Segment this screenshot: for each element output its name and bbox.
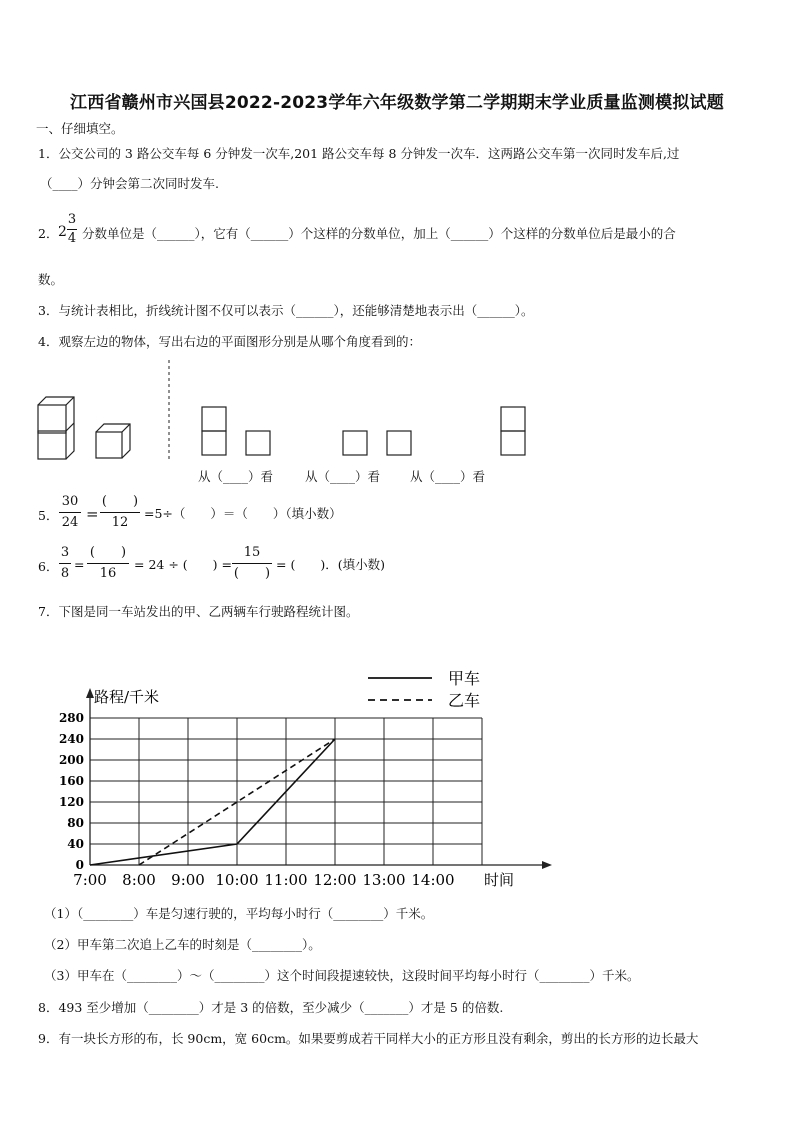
q6-frac3-denominator: ( ) <box>233 566 271 581</box>
q6-frac1-bar <box>59 563 71 564</box>
q5-frac2-numerator: ( ) <box>101 494 139 509</box>
q4-view-label-3: 从（____）看 <box>410 469 486 484</box>
q2-number: 2． <box>38 226 59 241</box>
q5-frac2-bar <box>100 512 140 513</box>
x-tick-label: 9:00 <box>171 871 205 889</box>
q9-text: 9．有一块长方形的布，长 90cm，宽 60cm。如果要剪成若干同样大小的正方形且没有剩余，剪出的长方形的边长最大 <box>38 1031 699 1046</box>
x-tick-label: 14:00 <box>411 871 455 889</box>
q1-line2: （____）分钟会第二次同时发车. <box>40 176 219 191</box>
q1-line1: 1．公交公司的 3 路公交车每 6 分钟发一次车,201 路公交车每 8 分钟发一次车．这两路公交车第一次同时发车后,过 <box>38 146 680 161</box>
view-1-shapes <box>202 407 270 455</box>
q5-equals: = <box>86 505 99 523</box>
y-tick-label: 120 <box>58 795 84 809</box>
q6-frac1-numerator: 3 <box>60 545 70 560</box>
q6-frac2-denominator: 16 <box>99 566 117 581</box>
q5-frac1-numerator: 30 <box>61 494 79 509</box>
x-tick-label: 10:00 <box>215 871 259 889</box>
x-tick-label: 13:00 <box>362 871 406 889</box>
q7-text: 7．下图是同一车站发出的甲、乙两辆车行驶路程统计图。 <box>38 604 359 619</box>
q4-view-label-1: 从（____）看 <box>198 469 274 484</box>
q7-sub3: （3）甲车在（________）～（________）这个时间段提速较快，这段时间平均每小时行（________）千米。 <box>44 968 640 983</box>
x-axis-arrow <box>542 861 552 869</box>
y-tick-label: 240 <box>58 732 84 746</box>
q2-denominator: 4 <box>67 231 77 246</box>
q4-text: 4．观察左边的物体，写出右边的平面图形分别是从哪个角度看到的： <box>38 334 421 349</box>
q5-frac1-bar <box>59 512 81 513</box>
q6-frac1-denominator: 8 <box>60 566 70 581</box>
q4-view-label-2: 从（____）看 <box>305 469 381 484</box>
q3-text: 3．与统计表相比，折线统计图不仅可以表示（______），还能够清楚地表示出（______）。 <box>38 303 534 318</box>
x-axis-label: 时间 <box>484 871 515 889</box>
q2-whole: 2 <box>58 224 67 240</box>
q2-fraction-bar <box>67 229 77 230</box>
q6-equals: = <box>74 557 85 572</box>
line-chart <box>40 660 560 892</box>
q6-frac3-bar <box>232 563 272 564</box>
y-axis-arrow <box>86 688 94 698</box>
y-tick-label: 160 <box>58 774 84 788</box>
q2-text: 分数单位是（______），它有（______）个这样的分数单位，加上（______）个这样的分数单位后是最小的合 <box>82 226 676 241</box>
view-2-shapes <box>343 431 411 455</box>
q2-line2: 数。 <box>38 272 64 287</box>
section-heading: 一、仔细填空。 <box>36 121 124 136</box>
x-tick-label: 11:00 <box>264 871 308 889</box>
y-axis-label: 路程/千米 <box>94 688 160 706</box>
legend-label: 乙车 <box>448 691 481 710</box>
x-tick-label: 8:00 <box>122 871 156 889</box>
q6-rest: = ( )．(填小数) <box>276 557 385 572</box>
single-cube-figure <box>96 424 130 458</box>
y-tick-label: 0 <box>75 858 84 872</box>
q8-text: 8．493 至少增加（________）才是 3 的倍数，至少减少（_______）才是 5 的倍数. <box>38 1000 504 1015</box>
view-3-shapes <box>501 407 525 455</box>
q5-frac1-denominator: 24 <box>61 515 79 530</box>
q6-number: 6． <box>38 559 59 574</box>
y-tick-label: 80 <box>67 816 84 830</box>
q5-rest: =5÷（ ）＝（ ）（填小数） <box>144 506 342 521</box>
q7-sub1: （1）（________）车是匀速行驶的，平均每小时行（________）千米。 <box>44 906 434 921</box>
chart-legend <box>368 669 480 710</box>
page-title: 江西省赣州市兴国县2022-2023学年六年级数学第二学期期末学业质量监测模拟试题 <box>70 93 724 113</box>
y-tick-label: 200 <box>58 753 84 767</box>
chart-ticks <box>59 711 455 889</box>
q4-figures <box>30 360 550 460</box>
q5-number: 5． <box>38 508 59 523</box>
y-tick-label: 40 <box>67 837 84 851</box>
x-tick-label: 12:00 <box>313 871 357 889</box>
q6-middle: = 24 ÷ ( ) = <box>134 557 232 572</box>
q2-numerator: 3 <box>67 212 77 227</box>
q6-frac2-numerator: ( ) <box>89 545 127 560</box>
stacked-cubes-figure <box>38 397 74 459</box>
q7-sub2: （2）甲车第二次追上乙车的时刻是（________）。 <box>44 937 321 952</box>
x-tick-label: 7:00 <box>73 871 107 889</box>
q6-frac2-bar <box>87 563 129 564</box>
y-tick-label: 280 <box>58 711 84 725</box>
legend-label: 甲车 <box>448 669 481 688</box>
q6-frac3-numerator: 15 <box>243 545 261 560</box>
q5-frac2-denominator: 12 <box>111 515 129 530</box>
